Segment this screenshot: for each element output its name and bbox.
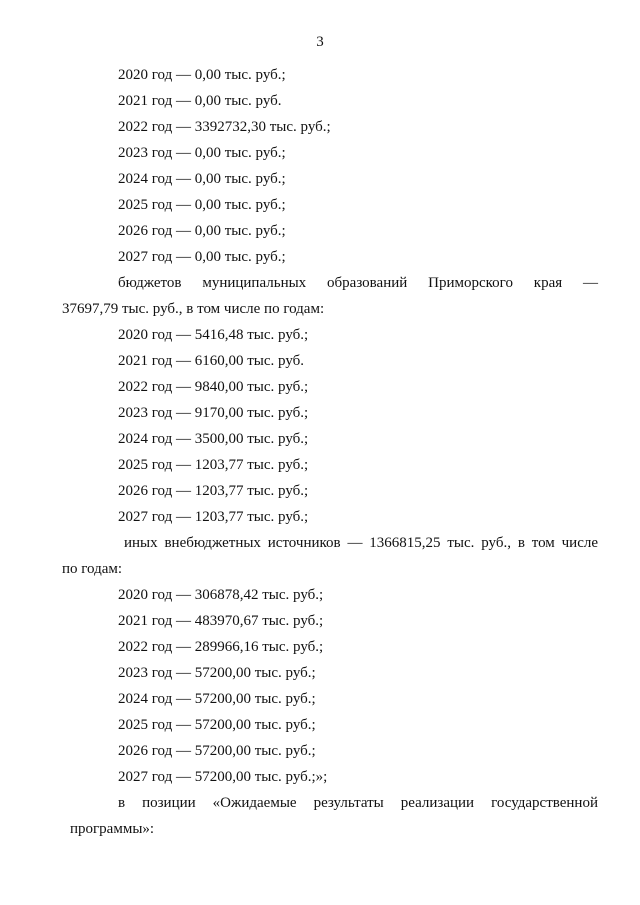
year-line: 2022 год — 3392732,30 тыс. руб.; [118, 119, 331, 135]
year-line: 2020 год — 5416,48 тыс. руб.; [118, 327, 309, 343]
year-line: 2024 год — 0,00 тыс. руб.; [118, 171, 286, 187]
year-line: 2026 год — 1203,77 тыс. руб.; [118, 483, 309, 499]
year-line: 2027 год — 57200,00 тыс. руб.;»; [118, 769, 328, 785]
year-line: 2023 год — 57200,00 тыс. руб.; [118, 665, 316, 681]
year-line: 2026 год — 57200,00 тыс. руб.; [118, 743, 316, 759]
year-line: 2025 год — 0,00 тыс. руб.; [118, 197, 286, 213]
paragraph-other-line2: по годам: [62, 561, 123, 577]
year-line: 2023 год — 9170,00 тыс. руб.; [118, 405, 309, 421]
year-line: 2020 год — 306878,42 тыс. руб.; [118, 587, 324, 603]
paragraph-other-line1: иных внебюджетных источников — 1366815,25 тыс. руб., в том числе [124, 535, 598, 551]
year-line: 2027 год — 0,00 тыс. руб.; [118, 249, 286, 265]
paragraph-municipal-line2: 37697,79 тыс. руб., в том числе по годам: [62, 301, 325, 317]
year-line: 2024 год — 57200,00 тыс. руб.; [118, 691, 316, 707]
year-line: 2022 год — 9840,00 тыс. руб.; [118, 379, 309, 395]
year-line: 2023 год — 0,00 тыс. руб.; [118, 145, 286, 161]
page-number: 3 [316, 34, 324, 50]
year-line: 2026 год — 0,00 тыс. руб.; [118, 223, 286, 239]
paragraph-results-line2: программы»: [70, 821, 155, 837]
year-line: 2027 год — 1203,77 тыс. руб.; [118, 509, 309, 525]
year-line: 2021 год — 0,00 тыс. руб. [118, 93, 282, 109]
year-line: 2021 год — 6160,00 тыс. руб. [118, 353, 305, 369]
paragraph-results-line1: в позиции «Ожидаемые результаты реализации государственной [118, 795, 598, 811]
year-line: 2020 год — 0,00 тыс. руб.; [118, 67, 286, 83]
year-line: 2024 год — 3500,00 тыс. руб.; [118, 431, 309, 447]
year-line: 2022 год — 289966,16 тыс. руб.; [118, 639, 324, 655]
year-line: 2021 год — 483970,67 тыс. руб.; [118, 613, 324, 629]
year-line: 2025 год — 1203,77 тыс. руб.; [118, 457, 309, 473]
year-line: 2025 год — 57200,00 тыс. руб.; [118, 717, 316, 733]
paragraph-municipal-line1: бюджетов муниципальных образований Приморского края — [118, 275, 598, 291]
